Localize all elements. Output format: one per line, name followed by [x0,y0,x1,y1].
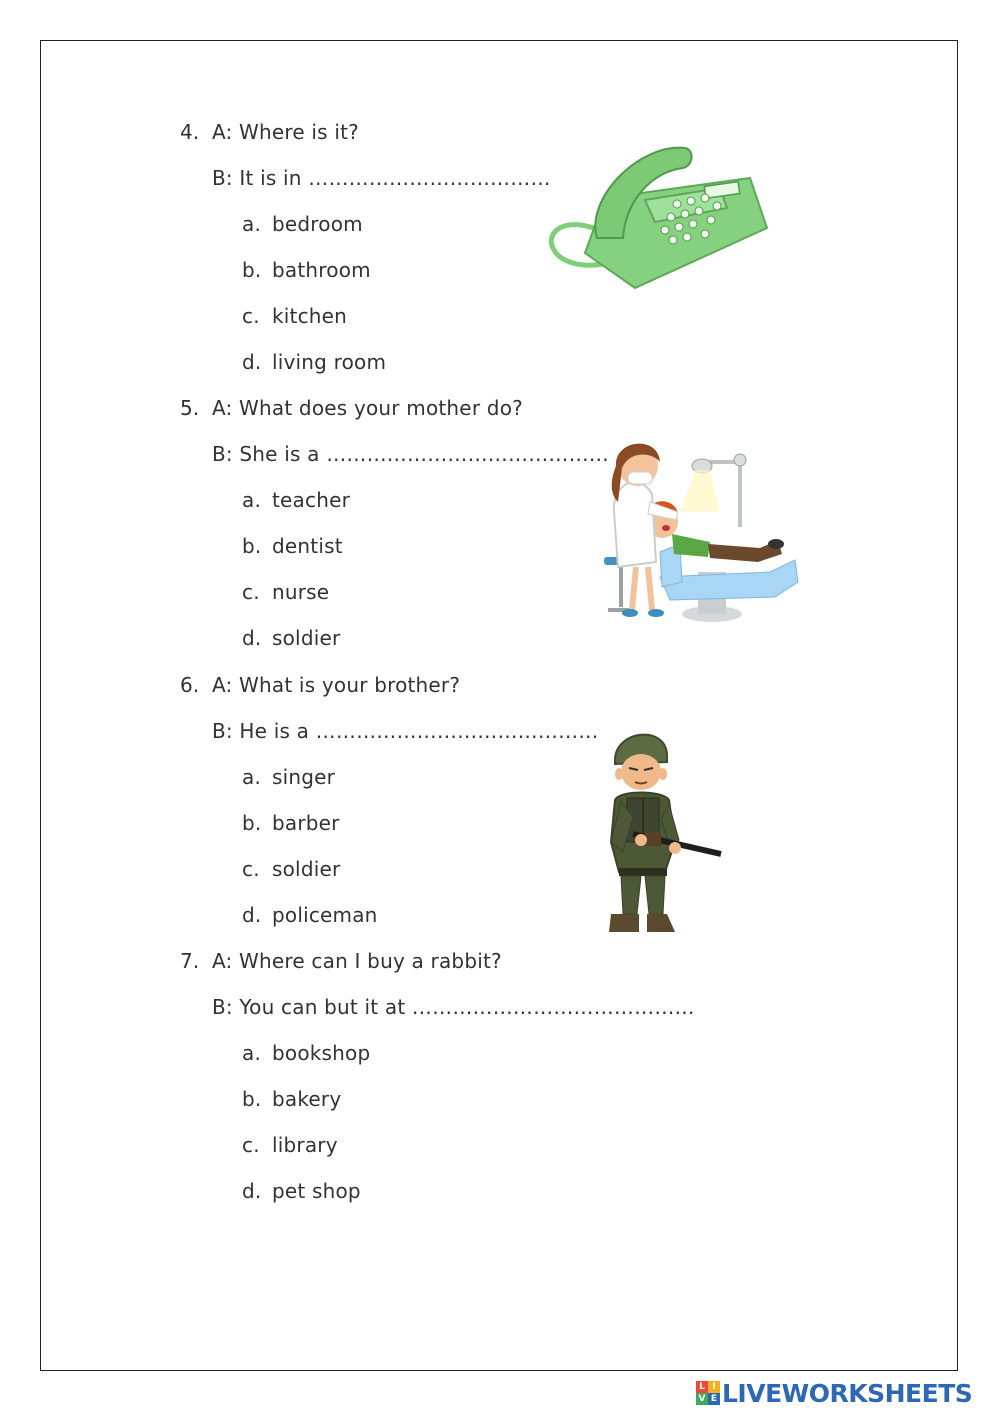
question-5-option-a-letter: a. [242,488,262,512]
telephone-icon [545,138,775,298]
question-6-option-b-letter: b. [242,811,262,835]
question-6-option-c-letter: c. [242,857,260,881]
question-6-answer-prompt: B: He is a …………………………………… [212,719,599,743]
question-4-option-b-letter: b. [242,258,262,282]
question-6-number: 6. [180,673,200,697]
question-6-option-d-letter: d. [242,903,262,927]
logo-mark-letter: L [696,1381,708,1393]
worksheet-border [40,40,958,1371]
question-4-number: 4. [180,120,200,144]
question-5-option-a[interactable]: teacher [272,488,351,512]
question-6-option-d[interactable]: policeman [272,903,378,927]
question-4-option-a-letter: a. [242,212,262,236]
question-7-option-d[interactable]: pet shop [272,1179,361,1203]
question-7-answer-prompt: B: You can but it at …………………………………… [212,995,695,1019]
question-4-option-d-letter: d. [242,350,262,374]
question-7-option-c-letter: c. [242,1133,260,1157]
logo-mark-letter: I [708,1381,720,1393]
logo-text: LIVEWORKSHEETS [722,1378,973,1408]
question-6-text: A: What is your brother? [212,673,461,697]
question-5-option-c[interactable]: nurse [272,580,330,604]
question-6-option-b[interactable]: barber [272,811,340,835]
question-7-option-d-letter: d. [242,1179,262,1203]
logo-mark-icon [696,1381,720,1405]
question-6-option-c[interactable]: soldier [272,857,341,881]
question-7-option-a-letter: a. [242,1041,262,1065]
question-4-answer-prompt: B: It is in ……………………………… [212,166,551,190]
logo-mark-letter: V [696,1393,708,1405]
question-5-text: A: What does your mother do? [212,396,523,420]
question-5-option-b[interactable]: dentist [272,534,343,558]
question-7-option-a[interactable]: bookshop [272,1041,371,1065]
question-6-option-a-letter: a. [242,765,262,789]
question-5-option-d[interactable]: soldier [272,626,341,650]
question-7-number: 7. [180,949,200,973]
question-7-option-c[interactable]: library [272,1133,338,1157]
question-5-option-d-letter: d. [242,626,262,650]
soldier-illustration [605,722,730,937]
question-4-option-c-letter: c. [242,304,260,328]
question-6-option-a[interactable]: singer [272,765,336,789]
question-4-option-b[interactable]: bathroom [272,258,371,282]
question-4-option-c[interactable]: kitchen [272,304,348,328]
question-4-option-a[interactable]: bedroom [272,212,363,236]
question-7-option-b-letter: b. [242,1087,262,1111]
liveworksheets-logo[interactable] [696,1378,972,1408]
question-5-option-b-letter: b. [242,534,262,558]
question-5-answer-prompt: B: She is a …………………………………… [212,442,609,466]
question-4-text: A: Where is it? [212,120,359,144]
dentist-illustration [600,432,800,627]
question-5-number: 5. [180,396,200,420]
question-4-option-d[interactable]: living room [272,350,387,374]
question-7-text: A: Where can I buy a rabbit? [212,949,502,973]
logo-mark-letter: E [708,1393,720,1405]
question-5-option-c-letter: c. [242,580,260,604]
question-7-option-b[interactable]: bakery [272,1087,342,1111]
